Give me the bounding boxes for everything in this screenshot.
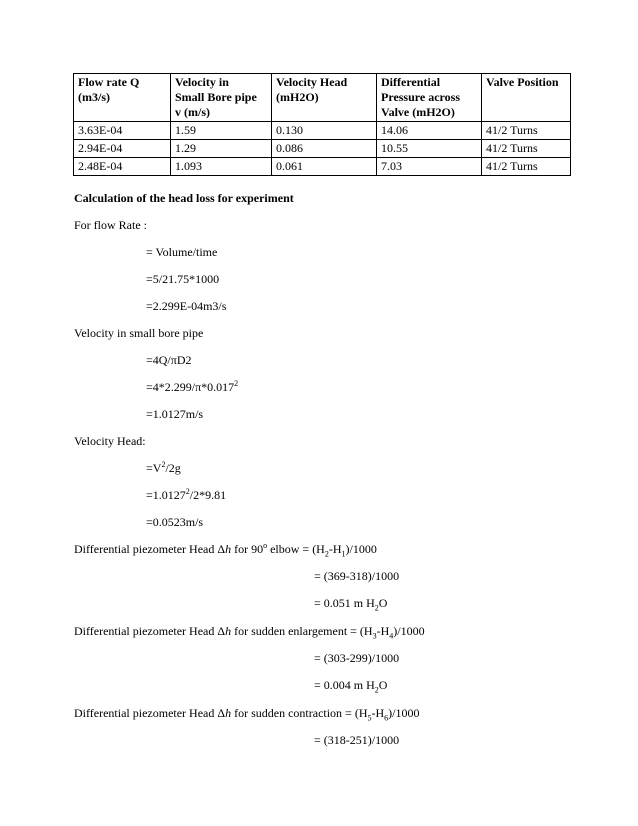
- header-velocity: Velocity in Small Bore pipe v (m/s): [171, 74, 272, 122]
- enlargement-eq-1: = (303-299)/1000: [314, 651, 400, 665]
- cell-flow-rate: 3.63E-04: [74, 122, 171, 140]
- velocity-label: Velocity in small bore pipe: [74, 326, 204, 340]
- results-table: [73, 73, 571, 176]
- cell-flow-rate: 2.94E-04: [74, 140, 171, 158]
- cell-differential-pressure: 14.06: [377, 122, 482, 140]
- velocity-head-eq-3: =0.0523m/s: [146, 515, 204, 529]
- contraction-eq-1: = (318-251)/1000: [314, 733, 400, 747]
- header-velocity-head: Velocity Head (mH2O): [272, 74, 377, 122]
- velocity-head-eq-1: $=V^2/2g$: [146, 460, 181, 475]
- cell-valve-position: 41/2 Turns: [482, 122, 571, 140]
- elbow-eq-2: = 0.051 m $H_2O$: [314, 596, 388, 613]
- flow-rate-eq-3: =2.299E-04m3/s: [146, 299, 227, 313]
- cell-valve-position: 41/2 Turns: [482, 140, 571, 158]
- cell-valve-position: 41/2 Turns: [482, 158, 571, 176]
- header-valve-position: Valve Position: [482, 74, 571, 122]
- velocity-eq-1: =4Q/πD2: [146, 353, 192, 367]
- calculation-heading: Calculation of the head loss for experiment: [74, 191, 294, 205]
- enlargement-head-line: Differential piezometer Head Δh for sudden enlargement = $(H_3-H_4)/1000$: [74, 624, 425, 641]
- cell-flow-rate: 2.48E-04: [74, 158, 171, 176]
- header-flow-rate: Flow rate Q (m3/s): [74, 74, 171, 122]
- elbow-head-line: Differential piezometer Head Δh for 90$^o$ elbow = $(H_2-H_1)/1000$: [74, 541, 377, 559]
- header-differential-pressure: Differential Pressure across Valve (mH2O): [377, 74, 482, 122]
- cell-velocity-head: 0.061: [272, 158, 377, 176]
- velocity-eq-3: =1.0127m/s: [146, 407, 204, 421]
- table-header-row: [74, 74, 571, 122]
- contraction-head-line: Differential piezometer Head Δh for sudden contraction = $(H_5-H_6)/1000$: [74, 706, 420, 723]
- flow-rate-eq-2: =5/21.75*1000: [146, 272, 220, 286]
- flow-rate-eq-1: = Volume/time: [146, 245, 218, 259]
- velocity-head-eq-2: $=1.0127^2/2*9.81$: [146, 487, 227, 502]
- table-row: [74, 158, 571, 176]
- enlargement-eq-2: = 0.004 m $H_2O$: [314, 678, 388, 695]
- elbow-eq-1: = (369-318)/1000: [314, 569, 400, 583]
- cell-differential-pressure: 10.55: [377, 140, 482, 158]
- velocity-head-label: Velocity Head:: [74, 434, 146, 448]
- cell-velocity: 1.59: [171, 122, 272, 140]
- cell-velocity: 1.093: [171, 158, 272, 176]
- flow-rate-label: For flow Rate :: [74, 218, 147, 232]
- table-row: [74, 140, 571, 158]
- velocity-eq-2: $=4*2.299/\pi*0.017^2$: [146, 379, 239, 394]
- cell-differential-pressure: 7.03: [377, 158, 482, 176]
- cell-velocity-head: 0.086: [272, 140, 377, 158]
- cell-velocity-head: 0.130: [272, 122, 377, 140]
- cell-velocity: 1.29: [171, 140, 272, 158]
- table-row: [74, 122, 571, 140]
